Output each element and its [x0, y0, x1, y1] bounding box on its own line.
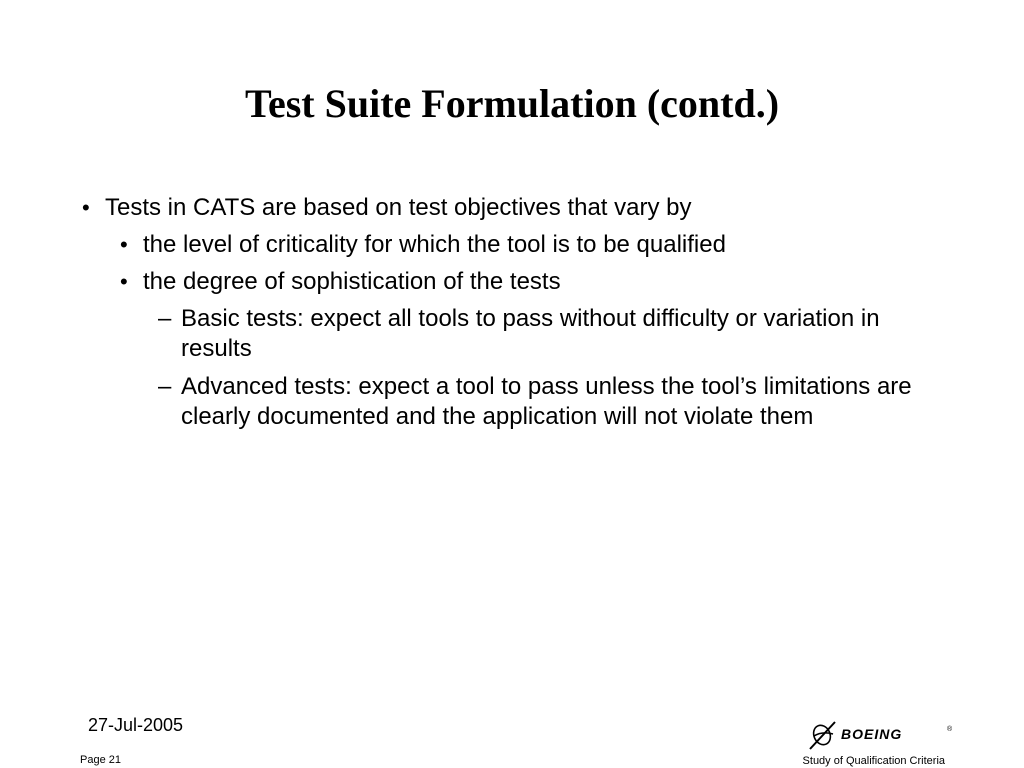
bullet-marker: • — [120, 232, 128, 257]
bullet-list — [80, 193, 940, 440]
boeing-symbol-icon — [810, 722, 835, 749]
dash-marker: – — [158, 373, 172, 400]
bullet-item-criticality-level — [80, 230, 940, 260]
slide-title: Test Suite Formulation (contd.) — [244, 81, 780, 126]
dash-text: Advanced tests: expect a tool to pass unless the tool’s limitations are clearly documented and the application will not violate them — [181, 373, 912, 430]
boeing-wordmark: BOEING — [841, 726, 903, 742]
bullet-text: the degree of sophistication of the tests — [143, 268, 561, 295]
dash-marker: – — [158, 305, 172, 332]
bullet-marker: • — [82, 195, 90, 220]
footer-page-number: Page 21 — [80, 754, 121, 766]
bullet-text: the level of criticality for which the tool is to be qualified — [143, 231, 726, 258]
registered-mark: ® — [947, 726, 953, 733]
dash-text: Basic tests: expect all tools to pass without difficulty or variation in results — [181, 305, 880, 362]
footer-date: 27-Jul-2005 — [88, 715, 184, 735]
bullet-text: Tests in CATS are based on test objectives that vary by — [105, 194, 692, 221]
dash-item-advanced-tests — [80, 372, 940, 432]
dash-item-basic-tests — [80, 304, 940, 364]
bullet-item-sophistication — [80, 267, 940, 297]
footer-study-title: Study of Qualification Criteria — [802, 755, 945, 767]
bullet-item-tests-in-cats — [80, 193, 940, 223]
boeing-logo — [808, 719, 958, 751]
bullet-marker: • — [120, 269, 128, 294]
